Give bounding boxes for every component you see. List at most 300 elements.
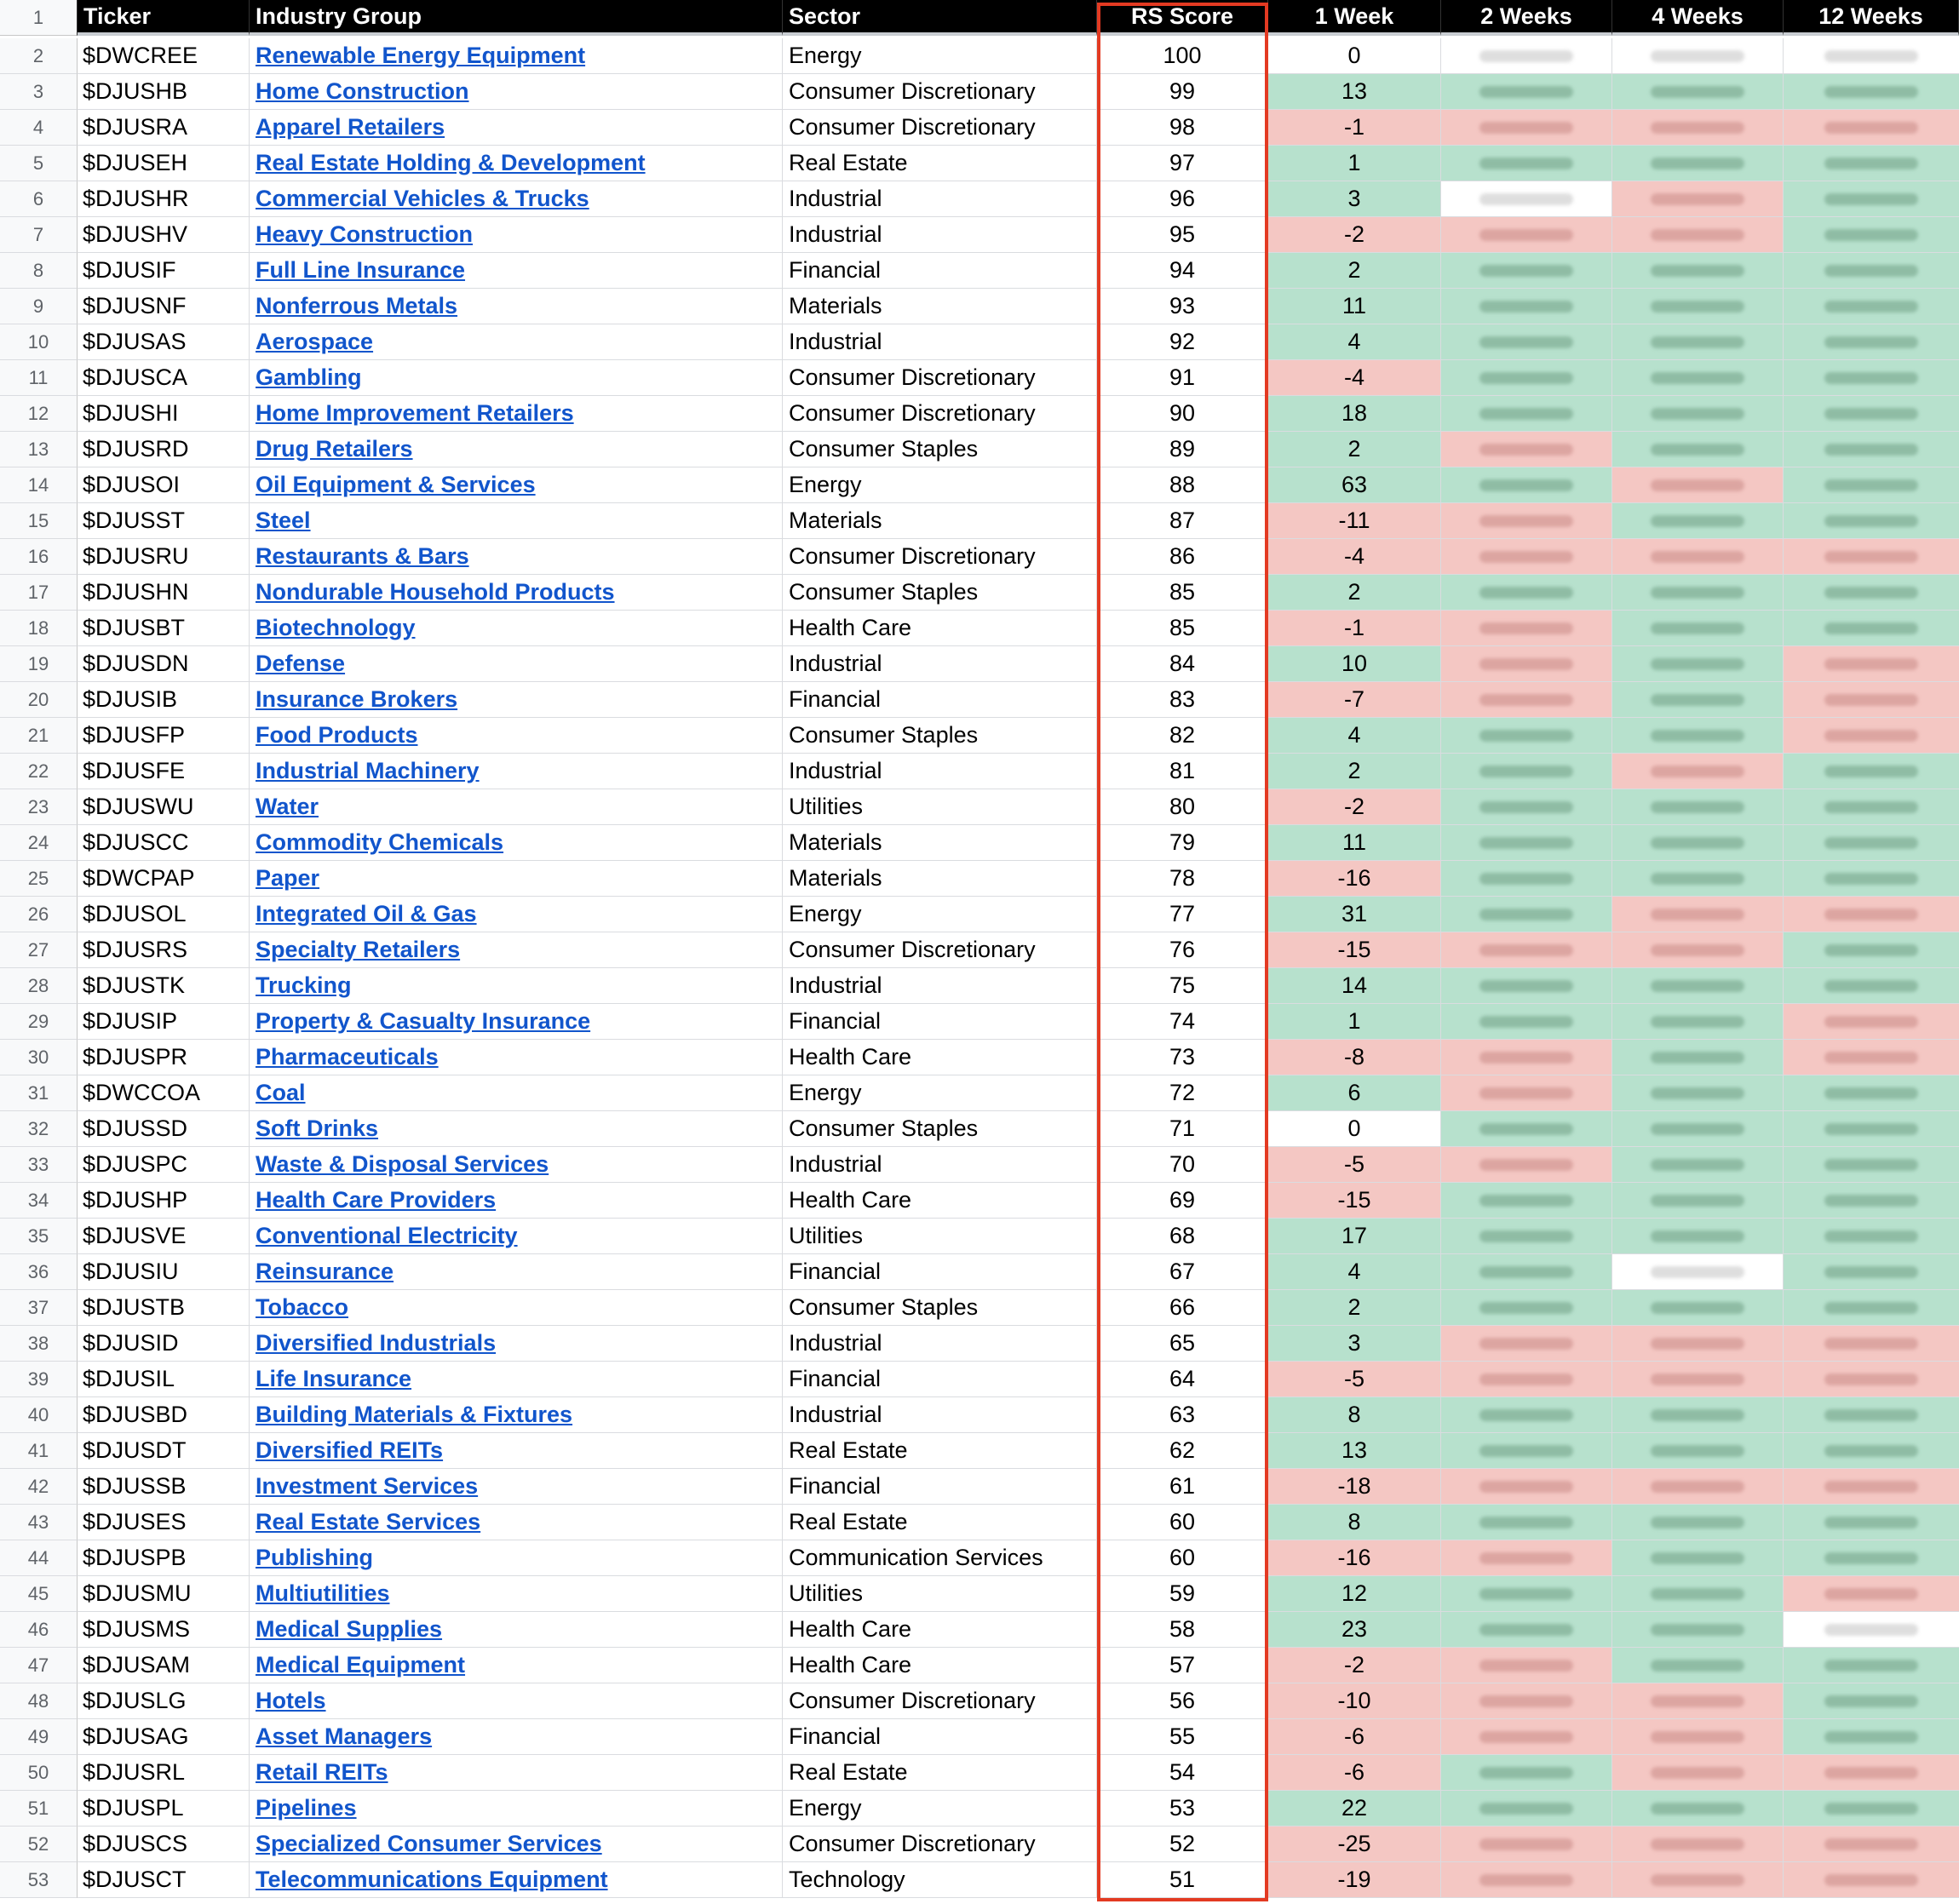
week1-change-cell[interactable]: -1 bbox=[1268, 110, 1441, 146]
week2-change-cell[interactable] bbox=[1441, 968, 1612, 1004]
row-number[interactable]: 21 bbox=[0, 718, 78, 754]
week2-change-cell[interactable] bbox=[1441, 360, 1612, 396]
ticker-cell[interactable]: $DJUSDT bbox=[78, 1433, 250, 1469]
week2-change-cell[interactable] bbox=[1441, 1576, 1612, 1612]
industry-group-link[interactable]: Health Care Providers bbox=[256, 1187, 497, 1213]
row-number[interactable]: 4 bbox=[0, 110, 78, 146]
row-number[interactable]: 46 bbox=[0, 1612, 78, 1648]
industry-group-link[interactable]: Full Line Insurance bbox=[256, 257, 466, 283]
week1-change-cell[interactable]: 63 bbox=[1268, 467, 1441, 503]
rs-score-cell[interactable]: 90 bbox=[1097, 396, 1268, 432]
sector-cell[interactable]: Consumer Discretionary bbox=[783, 396, 1097, 432]
week1-change-cell[interactable]: -2 bbox=[1268, 1648, 1441, 1683]
rs-score-cell[interactable]: 84 bbox=[1097, 646, 1268, 682]
week1-change-cell[interactable]: -4 bbox=[1268, 539, 1441, 575]
week4-change-cell[interactable] bbox=[1612, 360, 1784, 396]
ticker-cell[interactable]: $DJUSNF bbox=[78, 289, 250, 324]
sector-cell[interactable]: Energy bbox=[783, 1791, 1097, 1827]
industry-group-link[interactable]: Building Materials & Fixtures bbox=[256, 1402, 573, 1427]
week1-change-cell[interactable]: 3 bbox=[1268, 1326, 1441, 1362]
week12-change-cell[interactable] bbox=[1784, 1290, 1959, 1326]
rs-score-cell[interactable]: 55 bbox=[1097, 1719, 1268, 1755]
week12-change-cell[interactable] bbox=[1784, 1004, 1959, 1040]
sector-cell[interactable]: Materials bbox=[783, 503, 1097, 539]
week4-change-cell[interactable] bbox=[1612, 1111, 1784, 1147]
week12-change-cell[interactable] bbox=[1784, 217, 1959, 253]
sector-cell[interactable]: Industrial bbox=[783, 1326, 1097, 1362]
ticker-cell[interactable]: $DJUSSD bbox=[78, 1111, 250, 1147]
rs-score-cell[interactable]: 70 bbox=[1097, 1147, 1268, 1183]
week2-change-cell[interactable] bbox=[1441, 611, 1612, 646]
rs-score-cell[interactable]: 54 bbox=[1097, 1755, 1268, 1791]
ticker-cell[interactable]: $DJUSRL bbox=[78, 1755, 250, 1791]
sector-cell[interactable]: Financial bbox=[783, 1004, 1097, 1040]
rs-score-cell[interactable]: 61 bbox=[1097, 1469, 1268, 1505]
sector-cell[interactable]: Real Estate bbox=[783, 1433, 1097, 1469]
rs-score-cell[interactable]: 53 bbox=[1097, 1791, 1268, 1827]
week12-change-cell[interactable] bbox=[1784, 360, 1959, 396]
industry-group-cell[interactable] bbox=[250, 1111, 783, 1147]
industry-group-link[interactable]: Oil Equipment & Services bbox=[256, 472, 536, 497]
week4-change-cell[interactable] bbox=[1612, 110, 1784, 146]
ticker-cell[interactable]: $DJUSSB bbox=[78, 1469, 250, 1505]
sector-cell[interactable]: Utilities bbox=[783, 1576, 1097, 1612]
rs-score-cell[interactable]: 99 bbox=[1097, 74, 1268, 110]
ticker-cell[interactable]: $DJUSIF bbox=[78, 253, 250, 289]
rs-score-cell[interactable]: 69 bbox=[1097, 1183, 1268, 1219]
week2-change-cell[interactable] bbox=[1441, 825, 1612, 861]
rs-score-cell[interactable]: 93 bbox=[1097, 289, 1268, 324]
row-number[interactable]: 42 bbox=[0, 1469, 78, 1505]
ticker-cell[interactable]: $DJUSVE bbox=[78, 1219, 250, 1254]
sector-cell[interactable]: Materials bbox=[783, 289, 1097, 324]
industry-group-link[interactable]: Gambling bbox=[256, 364, 362, 390]
industry-group-cell[interactable] bbox=[250, 611, 783, 646]
row-number[interactable]: 16 bbox=[0, 539, 78, 575]
sector-cell[interactable]: Health Care bbox=[783, 1612, 1097, 1648]
ticker-cell[interactable]: $DJUSHP bbox=[78, 1183, 250, 1219]
week2-change-cell[interactable] bbox=[1441, 1254, 1612, 1290]
week12-change-cell[interactable] bbox=[1784, 467, 1959, 503]
week12-change-cell[interactable] bbox=[1784, 1576, 1959, 1612]
row-number[interactable]: 48 bbox=[0, 1683, 78, 1719]
sector-cell[interactable]: Energy bbox=[783, 467, 1097, 503]
row-number[interactable]: 38 bbox=[0, 1326, 78, 1362]
row-number[interactable]: 53 bbox=[0, 1862, 78, 1898]
row-number[interactable]: 19 bbox=[0, 646, 78, 682]
week1-change-cell[interactable]: 2 bbox=[1268, 575, 1441, 611]
industry-group-link[interactable]: Commodity Chemicals bbox=[256, 829, 504, 855]
ticker-cell[interactable]: $DJUSST bbox=[78, 503, 250, 539]
week1-change-cell[interactable]: -10 bbox=[1268, 1683, 1441, 1719]
week12-change-cell[interactable] bbox=[1784, 289, 1959, 324]
rs-score-cell[interactable]: 71 bbox=[1097, 1111, 1268, 1147]
rs-score-cell[interactable]: 75 bbox=[1097, 968, 1268, 1004]
industry-group-cell[interactable] bbox=[250, 718, 783, 754]
industry-group-cell[interactable] bbox=[250, 1505, 783, 1540]
week4-change-cell[interactable] bbox=[1612, 1040, 1784, 1075]
week12-change-cell[interactable] bbox=[1784, 1111, 1959, 1147]
week4-change-cell[interactable] bbox=[1612, 1469, 1784, 1505]
industry-group-link[interactable]: Industrial Machinery bbox=[256, 758, 480, 783]
week4-change-cell[interactable] bbox=[1612, 1755, 1784, 1791]
sector-cell[interactable]: Industrial bbox=[783, 181, 1097, 217]
sector-cell[interactable]: Consumer Discretionary bbox=[783, 360, 1097, 396]
industry-group-cell[interactable] bbox=[250, 181, 783, 217]
week4-change-cell[interactable] bbox=[1612, 932, 1784, 968]
week1-change-cell[interactable]: 13 bbox=[1268, 1433, 1441, 1469]
industry-group-link[interactable]: Paper bbox=[256, 865, 320, 891]
column-header-2-weeks[interactable]: 2 Weeks bbox=[1441, 0, 1612, 36]
week4-change-cell[interactable] bbox=[1612, 503, 1784, 539]
rs-score-cell[interactable]: 64 bbox=[1097, 1362, 1268, 1397]
week2-change-cell[interactable] bbox=[1441, 539, 1612, 575]
ticker-cell[interactable]: $DJUSFE bbox=[78, 754, 250, 789]
week1-change-cell[interactable]: -2 bbox=[1268, 217, 1441, 253]
week1-change-cell[interactable]: 6 bbox=[1268, 1075, 1441, 1111]
rs-score-cell[interactable]: 85 bbox=[1097, 575, 1268, 611]
rs-score-cell[interactable]: 58 bbox=[1097, 1612, 1268, 1648]
industry-group-cell[interactable] bbox=[250, 1683, 783, 1719]
week12-change-cell[interactable] bbox=[1784, 1147, 1959, 1183]
week4-change-cell[interactable] bbox=[1612, 1290, 1784, 1326]
row-number[interactable]: 13 bbox=[0, 432, 78, 467]
week4-change-cell[interactable] bbox=[1612, 754, 1784, 789]
industry-group-link[interactable]: Specialized Consumer Services bbox=[256, 1831, 602, 1856]
sector-cell[interactable]: Consumer Discretionary bbox=[783, 110, 1097, 146]
rs-score-cell[interactable]: 88 bbox=[1097, 467, 1268, 503]
week1-change-cell[interactable]: 8 bbox=[1268, 1505, 1441, 1540]
row-number[interactable]: 44 bbox=[0, 1540, 78, 1576]
week1-change-cell[interactable]: 4 bbox=[1268, 1254, 1441, 1290]
sector-cell[interactable]: Health Care bbox=[783, 1183, 1097, 1219]
week2-change-cell[interactable] bbox=[1441, 1540, 1612, 1576]
row-number[interactable]: 7 bbox=[0, 217, 78, 253]
column-header-industry-group[interactable]: Industry Group bbox=[250, 0, 783, 36]
industry-group-link[interactable]: Commercial Vehicles & Trucks bbox=[256, 186, 589, 211]
ticker-cell[interactable]: $DJUSHN bbox=[78, 575, 250, 611]
week2-change-cell[interactable] bbox=[1441, 1433, 1612, 1469]
sector-cell[interactable]: Materials bbox=[783, 825, 1097, 861]
ticker-cell[interactable]: $DJUSCS bbox=[78, 1827, 250, 1862]
industry-group-cell[interactable] bbox=[250, 1791, 783, 1827]
week12-change-cell[interactable] bbox=[1784, 1469, 1959, 1505]
industry-group-link[interactable]: Nondurable Household Products bbox=[256, 579, 615, 605]
week1-change-cell[interactable]: 1 bbox=[1268, 146, 1441, 181]
industry-group-cell[interactable] bbox=[250, 1540, 783, 1576]
row-number[interactable]: 26 bbox=[0, 897, 78, 932]
ticker-cell[interactable]: $DJUSCA bbox=[78, 360, 250, 396]
industry-group-link[interactable]: Pipelines bbox=[256, 1795, 357, 1821]
week4-change-cell[interactable] bbox=[1612, 789, 1784, 825]
sector-cell[interactable]: Consumer Discretionary bbox=[783, 1827, 1097, 1862]
week4-change-cell[interactable] bbox=[1612, 1326, 1784, 1362]
week2-change-cell[interactable] bbox=[1441, 1397, 1612, 1433]
sector-cell[interactable]: Industrial bbox=[783, 324, 1097, 360]
row-number[interactable]: 41 bbox=[0, 1433, 78, 1469]
ticker-cell[interactable]: $DJUSHR bbox=[78, 181, 250, 217]
week2-change-cell[interactable] bbox=[1441, 575, 1612, 611]
industry-group-cell[interactable] bbox=[250, 1040, 783, 1075]
industry-group-link[interactable]: Integrated Oil & Gas bbox=[256, 901, 477, 926]
row-number[interactable]: 25 bbox=[0, 861, 78, 897]
sector-cell[interactable]: Industrial bbox=[783, 646, 1097, 682]
ticker-cell[interactable]: $DJUSHV bbox=[78, 217, 250, 253]
industry-group-link[interactable]: Home Improvement Retailers bbox=[256, 400, 574, 426]
rs-score-cell[interactable]: 52 bbox=[1097, 1827, 1268, 1862]
week4-change-cell[interactable] bbox=[1612, 1719, 1784, 1755]
week12-change-cell[interactable] bbox=[1784, 1648, 1959, 1683]
ticker-cell[interactable]: $DJUSLG bbox=[78, 1683, 250, 1719]
week1-change-cell[interactable]: -7 bbox=[1268, 682, 1441, 718]
week12-change-cell[interactable] bbox=[1784, 253, 1959, 289]
week1-change-cell[interactable]: 3 bbox=[1268, 181, 1441, 217]
week12-change-cell[interactable] bbox=[1784, 1433, 1959, 1469]
week4-change-cell[interactable] bbox=[1612, 825, 1784, 861]
rs-score-cell[interactable]: 89 bbox=[1097, 432, 1268, 467]
week1-change-cell[interactable]: 0 bbox=[1268, 38, 1441, 74]
ticker-cell[interactable]: $DJUSIL bbox=[78, 1362, 250, 1397]
week2-change-cell[interactable] bbox=[1441, 324, 1612, 360]
ticker-cell[interactable]: $DJUSIP bbox=[78, 1004, 250, 1040]
industry-group-cell[interactable] bbox=[250, 503, 783, 539]
rs-score-cell[interactable]: 96 bbox=[1097, 181, 1268, 217]
week2-change-cell[interactable] bbox=[1441, 1147, 1612, 1183]
week1-change-cell[interactable]: 12 bbox=[1268, 1576, 1441, 1612]
industry-group-cell[interactable] bbox=[250, 1719, 783, 1755]
industry-group-link[interactable]: Diversified REITs bbox=[256, 1437, 444, 1463]
industry-group-link[interactable]: Soft Drinks bbox=[256, 1115, 379, 1141]
week12-change-cell[interactable] bbox=[1784, 718, 1959, 754]
week1-change-cell[interactable]: -6 bbox=[1268, 1719, 1441, 1755]
industry-group-cell[interactable] bbox=[250, 754, 783, 789]
week12-change-cell[interactable] bbox=[1784, 968, 1959, 1004]
week1-change-cell[interactable]: 18 bbox=[1268, 396, 1441, 432]
week12-change-cell[interactable] bbox=[1784, 1362, 1959, 1397]
industry-group-cell[interactable] bbox=[250, 789, 783, 825]
industry-group-cell[interactable] bbox=[250, 1183, 783, 1219]
sector-cell[interactable]: Materials bbox=[783, 861, 1097, 897]
rs-score-cell[interactable]: 86 bbox=[1097, 539, 1268, 575]
week1-change-cell[interactable]: 1 bbox=[1268, 1004, 1441, 1040]
rs-score-cell[interactable]: 57 bbox=[1097, 1648, 1268, 1683]
week12-change-cell[interactable] bbox=[1784, 1755, 1959, 1791]
week2-change-cell[interactable] bbox=[1441, 1791, 1612, 1827]
week12-change-cell[interactable] bbox=[1784, 110, 1959, 146]
week1-change-cell[interactable]: 4 bbox=[1268, 718, 1441, 754]
ticker-cell[interactable]: $DJUSOI bbox=[78, 467, 250, 503]
ticker-cell[interactable]: $DJUSAS bbox=[78, 324, 250, 360]
week2-change-cell[interactable] bbox=[1441, 1683, 1612, 1719]
row-number[interactable]: 34 bbox=[0, 1183, 78, 1219]
industry-group-link[interactable]: Medical Equipment bbox=[256, 1652, 466, 1677]
week2-change-cell[interactable] bbox=[1441, 861, 1612, 897]
industry-group-cell[interactable] bbox=[250, 110, 783, 146]
week2-change-cell[interactable] bbox=[1441, 1469, 1612, 1505]
rs-score-cell[interactable]: 80 bbox=[1097, 789, 1268, 825]
industry-group-cell[interactable] bbox=[250, 74, 783, 110]
week4-change-cell[interactable] bbox=[1612, 611, 1784, 646]
week12-change-cell[interactable] bbox=[1784, 1683, 1959, 1719]
row-number[interactable]: 11 bbox=[0, 360, 78, 396]
industry-group-link[interactable]: Property & Casualty Insurance bbox=[256, 1008, 591, 1034]
industry-group-cell[interactable] bbox=[250, 897, 783, 932]
row-number[interactable]: 1 bbox=[0, 0, 78, 36]
week2-change-cell[interactable] bbox=[1441, 789, 1612, 825]
week4-change-cell[interactable] bbox=[1612, 1075, 1784, 1111]
ticker-cell[interactable]: $DJUSCT bbox=[78, 1862, 250, 1898]
industry-group-link[interactable]: Telecommunications Equipment bbox=[256, 1867, 608, 1892]
week2-change-cell[interactable] bbox=[1441, 1862, 1612, 1898]
industry-group-link[interactable]: Nonferrous Metals bbox=[256, 293, 458, 318]
ticker-cell[interactable]: $DJUSBT bbox=[78, 611, 250, 646]
column-header-sector[interactable]: Sector bbox=[783, 0, 1097, 36]
industry-group-cell[interactable] bbox=[250, 1862, 783, 1898]
industry-group-link[interactable]: Trucking bbox=[256, 972, 352, 998]
row-number[interactable]: 29 bbox=[0, 1004, 78, 1040]
industry-group-cell[interactable] bbox=[250, 682, 783, 718]
week4-change-cell[interactable] bbox=[1612, 1540, 1784, 1576]
week12-change-cell[interactable] bbox=[1784, 682, 1959, 718]
week2-change-cell[interactable] bbox=[1441, 289, 1612, 324]
row-number[interactable]: 12 bbox=[0, 396, 78, 432]
week1-change-cell[interactable]: 8 bbox=[1268, 1397, 1441, 1433]
rs-score-cell[interactable]: 77 bbox=[1097, 897, 1268, 932]
row-number[interactable]: 15 bbox=[0, 503, 78, 539]
industry-group-cell[interactable] bbox=[250, 1648, 783, 1683]
week2-change-cell[interactable] bbox=[1441, 110, 1612, 146]
week12-change-cell[interactable] bbox=[1784, 932, 1959, 968]
sector-cell[interactable]: Utilities bbox=[783, 1219, 1097, 1254]
ticker-cell[interactable]: $DJUSAG bbox=[78, 1719, 250, 1755]
row-number[interactable]: 50 bbox=[0, 1755, 78, 1791]
sector-cell[interactable]: Financial bbox=[783, 1719, 1097, 1755]
week12-change-cell[interactable] bbox=[1784, 1254, 1959, 1290]
week4-change-cell[interactable] bbox=[1612, 38, 1784, 74]
week12-change-cell[interactable] bbox=[1784, 1827, 1959, 1862]
ticker-cell[interactable]: $DJUSPC bbox=[78, 1147, 250, 1183]
ticker-cell[interactable]: $DWCPAP bbox=[78, 861, 250, 897]
week4-change-cell[interactable] bbox=[1612, 1505, 1784, 1540]
industry-group-cell[interactable] bbox=[250, 217, 783, 253]
rs-score-cell[interactable]: 78 bbox=[1097, 861, 1268, 897]
row-number[interactable]: 30 bbox=[0, 1040, 78, 1075]
week12-change-cell[interactable] bbox=[1784, 432, 1959, 467]
week4-change-cell[interactable] bbox=[1612, 432, 1784, 467]
ticker-cell[interactable]: $DJUSIU bbox=[78, 1254, 250, 1290]
week4-change-cell[interactable] bbox=[1612, 1397, 1784, 1433]
row-number[interactable]: 40 bbox=[0, 1397, 78, 1433]
week4-change-cell[interactable] bbox=[1612, 1433, 1784, 1469]
column-header-1-week[interactable]: 1 Week bbox=[1268, 0, 1441, 36]
week1-change-cell[interactable]: -8 bbox=[1268, 1040, 1441, 1075]
week2-change-cell[interactable] bbox=[1441, 1290, 1612, 1326]
sector-cell[interactable]: Consumer Discretionary bbox=[783, 74, 1097, 110]
week1-change-cell[interactable]: 11 bbox=[1268, 825, 1441, 861]
rs-score-cell[interactable]: 87 bbox=[1097, 503, 1268, 539]
week4-change-cell[interactable] bbox=[1612, 718, 1784, 754]
rs-score-cell[interactable]: 63 bbox=[1097, 1397, 1268, 1433]
week2-change-cell[interactable] bbox=[1441, 1111, 1612, 1147]
ticker-cell[interactable]: $DJUSWU bbox=[78, 789, 250, 825]
industry-group-cell[interactable] bbox=[250, 324, 783, 360]
week4-change-cell[interactable] bbox=[1612, 1791, 1784, 1827]
industry-group-link[interactable]: Tobacco bbox=[256, 1294, 349, 1320]
row-number[interactable]: 5 bbox=[0, 146, 78, 181]
row-number[interactable]: 32 bbox=[0, 1111, 78, 1147]
week4-change-cell[interactable] bbox=[1612, 1183, 1784, 1219]
week2-change-cell[interactable] bbox=[1441, 181, 1612, 217]
week2-change-cell[interactable] bbox=[1441, 1755, 1612, 1791]
week4-change-cell[interactable] bbox=[1612, 539, 1784, 575]
industry-group-cell[interactable] bbox=[250, 432, 783, 467]
ticker-cell[interactable]: $DJUSDN bbox=[78, 646, 250, 682]
week12-change-cell[interactable] bbox=[1784, 396, 1959, 432]
rs-score-cell[interactable]: 98 bbox=[1097, 110, 1268, 146]
week1-change-cell[interactable]: 17 bbox=[1268, 1219, 1441, 1254]
industry-group-cell[interactable] bbox=[250, 1219, 783, 1254]
rs-score-cell[interactable]: 74 bbox=[1097, 1004, 1268, 1040]
week2-change-cell[interactable] bbox=[1441, 432, 1612, 467]
rs-score-cell[interactable]: 68 bbox=[1097, 1219, 1268, 1254]
rs-score-cell[interactable]: 83 bbox=[1097, 682, 1268, 718]
sector-cell[interactable]: Financial bbox=[783, 1469, 1097, 1505]
week2-change-cell[interactable] bbox=[1441, 396, 1612, 432]
industry-group-cell[interactable] bbox=[250, 1254, 783, 1290]
week4-change-cell[interactable] bbox=[1612, 181, 1784, 217]
rs-score-cell[interactable]: 65 bbox=[1097, 1326, 1268, 1362]
row-number[interactable]: 22 bbox=[0, 754, 78, 789]
ticker-cell[interactable]: $DJUSAM bbox=[78, 1648, 250, 1683]
industry-group-link[interactable]: Coal bbox=[256, 1080, 306, 1105]
week4-change-cell[interactable] bbox=[1612, 897, 1784, 932]
week12-change-cell[interactable] bbox=[1784, 38, 1959, 74]
week1-change-cell[interactable]: 14 bbox=[1268, 968, 1441, 1004]
week2-change-cell[interactable] bbox=[1441, 897, 1612, 932]
week12-change-cell[interactable] bbox=[1784, 575, 1959, 611]
sector-cell[interactable]: Industrial bbox=[783, 217, 1097, 253]
sector-cell[interactable]: Real Estate bbox=[783, 1505, 1097, 1540]
week12-change-cell[interactable] bbox=[1784, 1505, 1959, 1540]
week12-change-cell[interactable] bbox=[1784, 1719, 1959, 1755]
sector-cell[interactable]: Technology bbox=[783, 1862, 1097, 1898]
week4-change-cell[interactable] bbox=[1612, 1219, 1784, 1254]
industry-group-link[interactable]: Water bbox=[256, 794, 319, 819]
week1-change-cell[interactable]: -19 bbox=[1268, 1862, 1441, 1898]
industry-group-cell[interactable] bbox=[250, 1362, 783, 1397]
week1-change-cell[interactable]: -16 bbox=[1268, 1540, 1441, 1576]
industry-group-cell[interactable] bbox=[250, 1397, 783, 1433]
sector-cell[interactable]: Consumer Discretionary bbox=[783, 1683, 1097, 1719]
industry-group-link[interactable]: Specialty Retailers bbox=[256, 937, 461, 962]
row-number[interactable]: 24 bbox=[0, 825, 78, 861]
industry-group-link[interactable]: Pharmaceuticals bbox=[256, 1044, 439, 1070]
sector-cell[interactable]: Real Estate bbox=[783, 1755, 1097, 1791]
rs-score-cell[interactable]: 72 bbox=[1097, 1075, 1268, 1111]
industry-group-link[interactable]: Renewable Energy Equipment bbox=[256, 43, 586, 68]
industry-group-link[interactable]: Reinsurance bbox=[256, 1259, 394, 1284]
industry-group-cell[interactable] bbox=[250, 1612, 783, 1648]
industry-group-link[interactable]: Hotels bbox=[256, 1688, 326, 1713]
ticker-cell[interactable]: $DJUSTK bbox=[78, 968, 250, 1004]
week12-change-cell[interactable] bbox=[1784, 1183, 1959, 1219]
week12-change-cell[interactable] bbox=[1784, 1397, 1959, 1433]
column-header-rs-score[interactable]: RS Score bbox=[1097, 0, 1268, 36]
week2-change-cell[interactable] bbox=[1441, 754, 1612, 789]
week4-change-cell[interactable] bbox=[1612, 1254, 1784, 1290]
ticker-cell[interactable]: $DJUSID bbox=[78, 1326, 250, 1362]
industry-group-link[interactable]: Heavy Construction bbox=[256, 221, 474, 247]
